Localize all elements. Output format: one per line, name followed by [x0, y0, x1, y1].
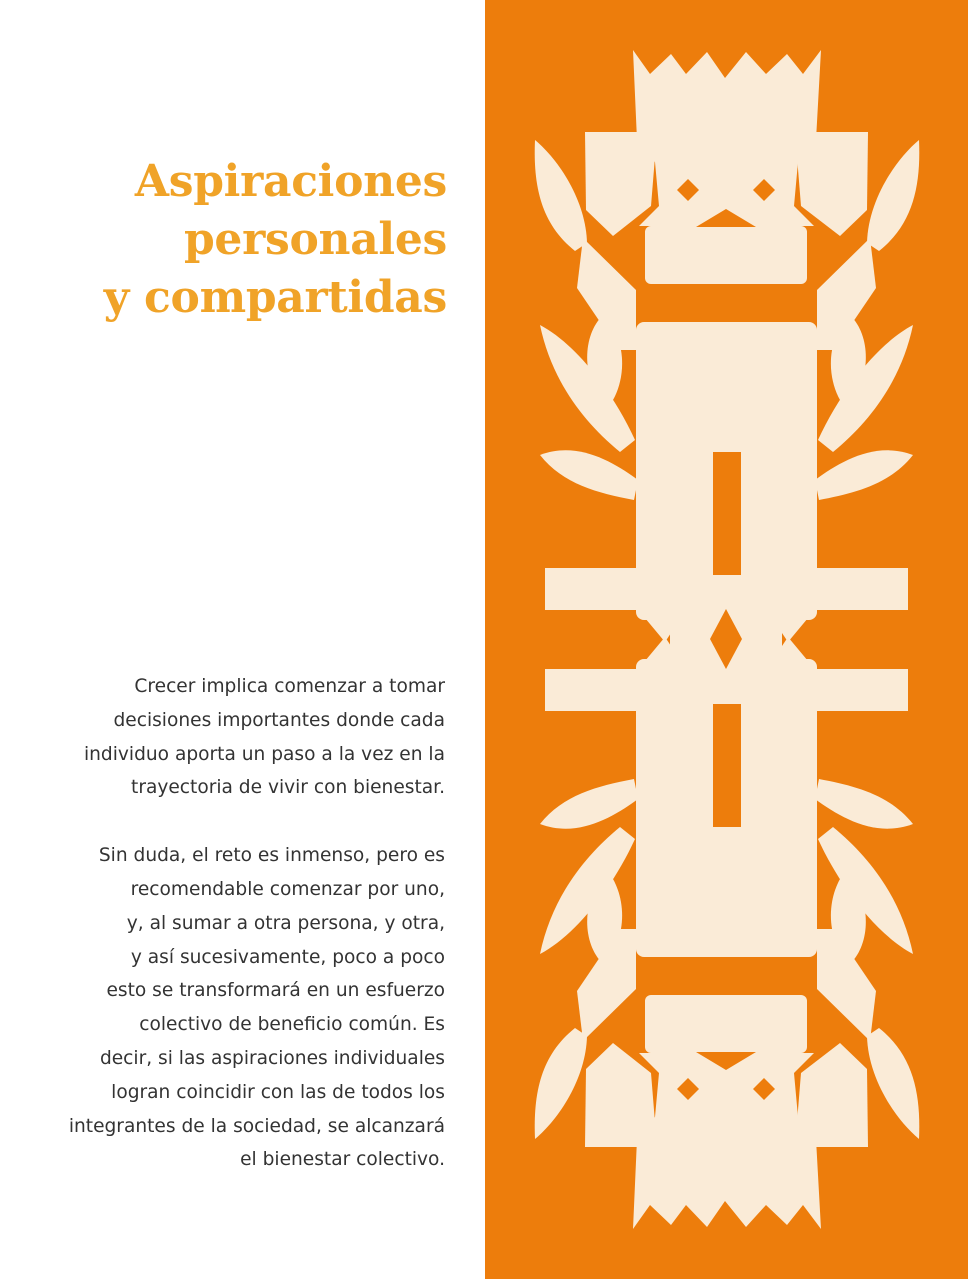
text-line: colectivo de beneficio común. Es — [139, 1014, 445, 1036]
text-line: y así sucesivamente, poco a poco — [130, 946, 445, 968]
right-foot-top — [812, 568, 908, 610]
text-line: esto se transformará en un esfuerzo — [106, 980, 445, 1002]
right-leaf-6 — [815, 779, 913, 829]
body-text — [45, 670, 445, 1177]
text-line: trayectoria de vivir con bienestar. — [131, 777, 445, 799]
paragraph-1 — [45, 670, 445, 805]
text-line: el bienestar colectivo. — [240, 1149, 445, 1171]
paragraph-2 — [45, 839, 445, 1177]
stem-gap-bottom — [713, 704, 741, 827]
figure-head-bottom — [633, 1053, 821, 1229]
title-line: personales — [183, 214, 447, 266]
stem-gap-top — [713, 452, 741, 575]
orange-side-panel — [485, 0, 968, 1279]
text-line: individuo aporta un paso a la vez en la — [83, 743, 445, 765]
text-line: y, al sumar a otra persona, y otra, — [126, 912, 445, 934]
right-leaf-4 — [867, 1028, 919, 1139]
text-line: decisiones importantes donde cada — [113, 709, 445, 731]
left-leaf-6 — [540, 779, 638, 829]
left-leaf-3 — [540, 450, 638, 500]
figure-head-top — [633, 50, 821, 226]
left-foot-top — [545, 568, 641, 610]
figure-neck-top — [645, 226, 807, 284]
right-leaf-3 — [815, 450, 913, 500]
text-line: logran coincidir con las de todos los — [111, 1081, 445, 1103]
papercut-illustration — [485, 0, 968, 1279]
text-line: recomendable comenzar por uno, — [130, 878, 445, 900]
left-foot-bottom — [545, 669, 641, 711]
title-line: Aspiraciones — [134, 156, 447, 208]
right-foot-bottom — [812, 669, 908, 711]
text-line: decir, si las aspiraciones individuales — [99, 1047, 445, 1069]
text-line: integrantes de la sociedad, se alcanzará — [68, 1115, 445, 1137]
left-leaf-1 — [535, 140, 587, 251]
figure-neck-bottom — [645, 995, 807, 1053]
left-leaf-4 — [535, 1028, 587, 1139]
title-line: y compartidas — [103, 272, 447, 324]
text-line: Sin duda, el reto es inmenso, pero es — [98, 845, 445, 867]
page-title — [27, 153, 447, 327]
text-line: Crecer implica comenzar a tomar — [134, 676, 445, 697]
right-leaf-1 — [867, 140, 919, 251]
